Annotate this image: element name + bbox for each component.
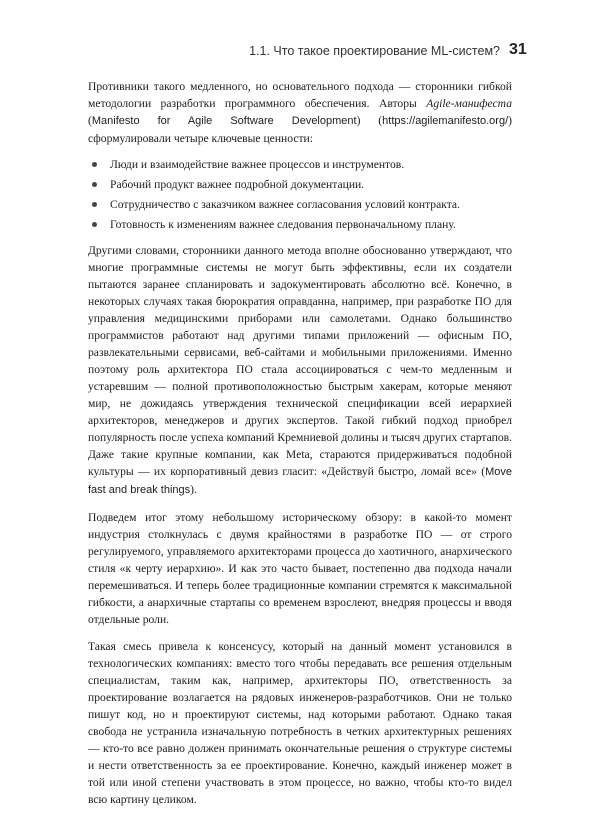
list-item <box>88 216 512 233</box>
bullet-icon <box>92 162 97 167</box>
paren-text: ) ( <box>356 114 383 127</box>
list-item-text: Сотрудничество с заказчиком важнее согласования условий контракта. <box>110 198 460 211</box>
manifesto-url: https://agilemanifesto.org/ <box>382 115 509 127</box>
manifesto-english-name: Manifesto for Agile Software Development <box>91 115 357 127</box>
paragraph-summary: Подведем итог этому небольшому историческому обзору: в какой-то момент индустрия столкнулась с двумя крайностями в разработке ПО — от строго регулируемого, управляемого архитекторами процесса до хаотичного, анархического стиля «к черту иерархию». И как это часто бывает, постепенно два подхода начали перемешиваться. И теперь более традиционные компании стремятся к максимальной гибкости, а анархичные стартапы со временем взрослеют, внедряя процессы и вводя отдельные роли. <box>88 511 512 626</box>
list-item-text: Рабочий продукт важнее подробной документации. <box>110 178 365 191</box>
list-item-text: Готовность к изменениям важнее следования первоначальному плану. <box>110 218 456 231</box>
paragraph-text: ). <box>190 483 197 496</box>
page-number: 31 <box>509 41 527 58</box>
paragraph-text: Другими словами, сторонники данного метода вполне обоснованно утверждают, что многие программные системы не могут быть эффективны, если их создатели пытаются заранее спланировать и задокументировать абсолютно всё. Конечно, в некоторых случаях такая бюрократия оправданна, например, при разработке ПО для управления медицинскими приборами или самолетами. Однако большинство программистов работают над другими типами приложений — офисным ПО, развлекательными сервисами, веб-сайтами и мобильными приложениями. Именно поэтому роль архитектора ПО стала ассоциироваться с чем-то медленным и устаревшим — полной противоположностью быстрым хакерам, которые меняют мир, не дожидаясь утверждения технической спецификации всей иерархией архитекторов, менеджеров и других экспертов. Такой гибкий подход приобрел популярность после успеха компаний Кремниевой долины и тысяч других стартапов. Даже такие крупные компании, как Meta, стараются придерживаться подобной культуры — их корпоративный девиз гласит: «Действуй быстро, ломай все» ( <box>88 244 512 478</box>
agile-values-list <box>88 156 512 233</box>
list-item <box>88 156 512 173</box>
paragraph-text: ) сформулировали четыре ключевые ценности: <box>88 114 513 145</box>
list-item <box>88 176 512 193</box>
paren-text: ( <box>88 114 92 127</box>
bullet-icon <box>92 202 97 207</box>
paragraph-agile-argument <box>88 242 512 499</box>
motto-english: Move fast and break things <box>88 466 512 496</box>
paragraph-text: Противники такого медленного, но основательного подхода — сторонники гибкой методологии разработки программного обеспечения. Авторы <box>88 80 512 110</box>
list-item <box>88 196 512 213</box>
main-text <box>88 78 512 817</box>
list-item-text: Люди и взаимодействие важнее процессов и инструментов. <box>110 158 405 171</box>
bullet-icon <box>92 222 97 227</box>
running-title: 1.1. Что такое проектирование ML-систем? <box>249 44 500 58</box>
paragraph-consensus: Такая смесь привела к консенсусу, который на данный момент установился в технологических компаниях: вместо того чтобы передавать все решения отдельным специалистам, таким как, например, архитекторы ПО, ответственность за проектирование возлагается на рядовых инженеров-разработчиков. Они не только пишут код, но и проектируют системы, над которыми работают. Однако такая свобода не устранила изначальную потребность в четких архитектурных решениях — кто-то все равно должен принимать окончательные решения о структуре системы и нести ответственность за ее проектирование. Конечно, каждый инженер может в той или иной степени участвовать в этом процессе, но важно, чтобы кто-то видел всю картину целиком. <box>88 640 512 806</box>
term-agile-manifesto: Agile-манифеста <box>426 97 512 110</box>
bullet-icon <box>92 182 97 187</box>
paragraph-agile-intro <box>88 78 512 147</box>
